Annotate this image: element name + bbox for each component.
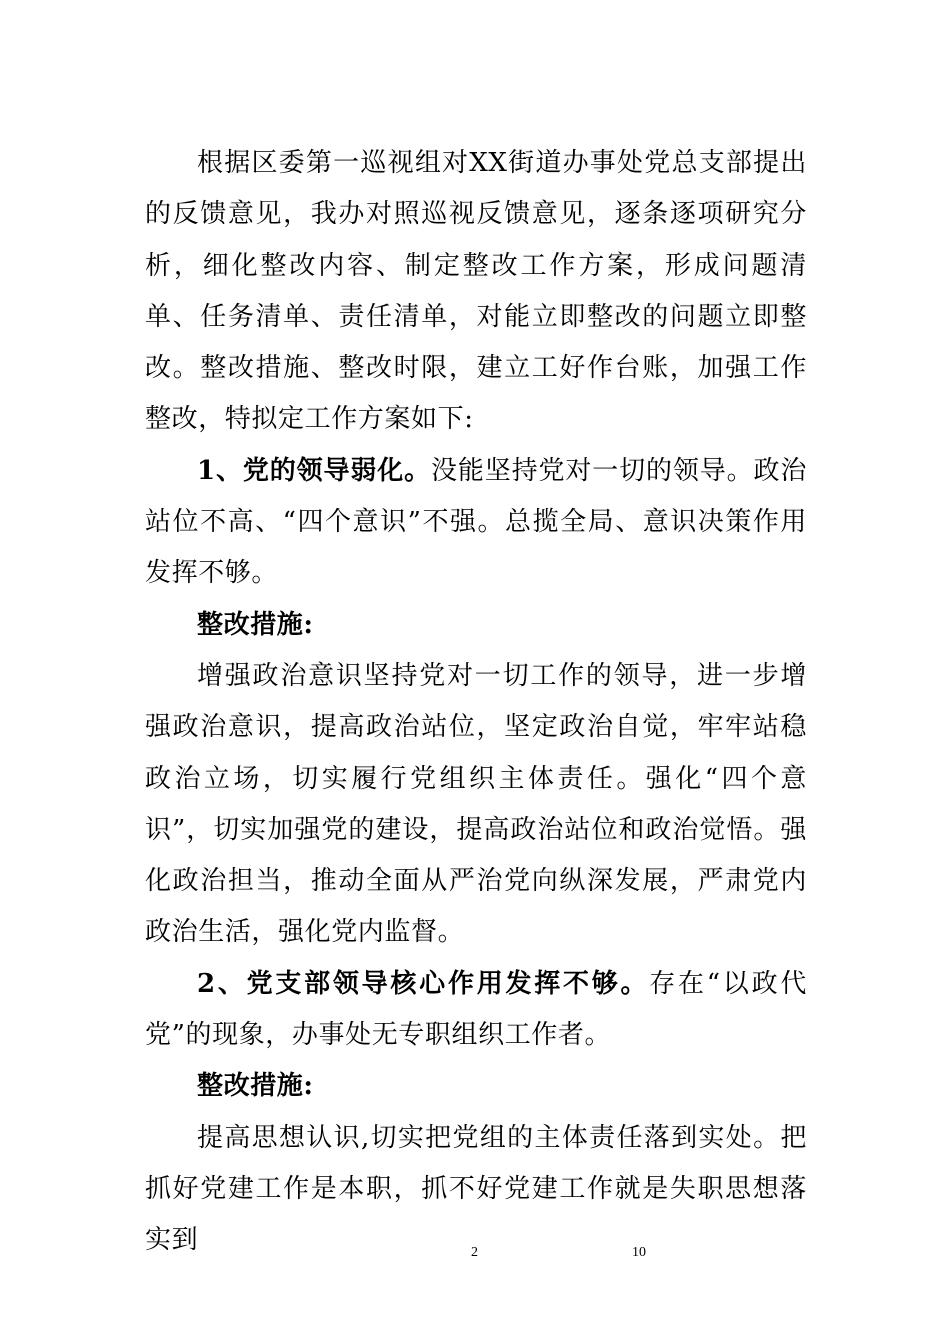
item-2-title: 2、党支部领导核心作用发挥不够。 — [197, 968, 650, 999]
item-2-description: 存在“以政代党”的现象，办事处无专职组织工作者。 — [145, 968, 807, 1051]
item-2-paragraph — [145, 959, 807, 1062]
document-body — [145, 138, 807, 1267]
item-1-description: 没能坚持党对一切的领导。政治站位不高、“四个意识”不强。总揽全局、意识决策作用发挥不够。 — [145, 455, 807, 589]
total-pages: 10 — [632, 1245, 646, 1260]
item-1-measures-heading: 整改措施: — [197, 609, 314, 640]
page-number: 2 — [471, 1245, 478, 1260]
item-1-paragraph — [145, 446, 807, 600]
item-1-measures: 增强政治意识坚持党对一切工作的领导，进一步增强政治意识，提高政治站位，坚定政治自觉，牢牢站稳政治立场，切实履行党组织主体责任。强化“四个意识”，切实加强党的建设，提高政治站位和政治觉悟。强化政治担当，推动全面从严治党向纵深发展，严肃党内政治生活，强化党内监督。 — [145, 660, 807, 948]
item-2-measures-heading: 整改措施: — [197, 1071, 314, 1102]
intro-paragraph: 根据区委第一巡视组对XX街道办事处党总支部提出的反馈意见，我办对照巡视反馈意见，逐条逐项研究分析，细化整改内容、制定整改工作方案，形成问题清单、任务清单、责任清单，对能立即整改的问题立即整改。整改措施、整改时限，建立工好作台账，加强工作整改，特拟定工作方案如下: — [145, 148, 807, 435]
item-2-measures: 提高思想认识,切实把党组的主体责任落到实处。把抓好党建工作是本职，抓不好党建工作就是失职思想落实到 — [145, 1122, 807, 1256]
item-1-title: 1、党的领导弱化。 — [197, 455, 431, 486]
